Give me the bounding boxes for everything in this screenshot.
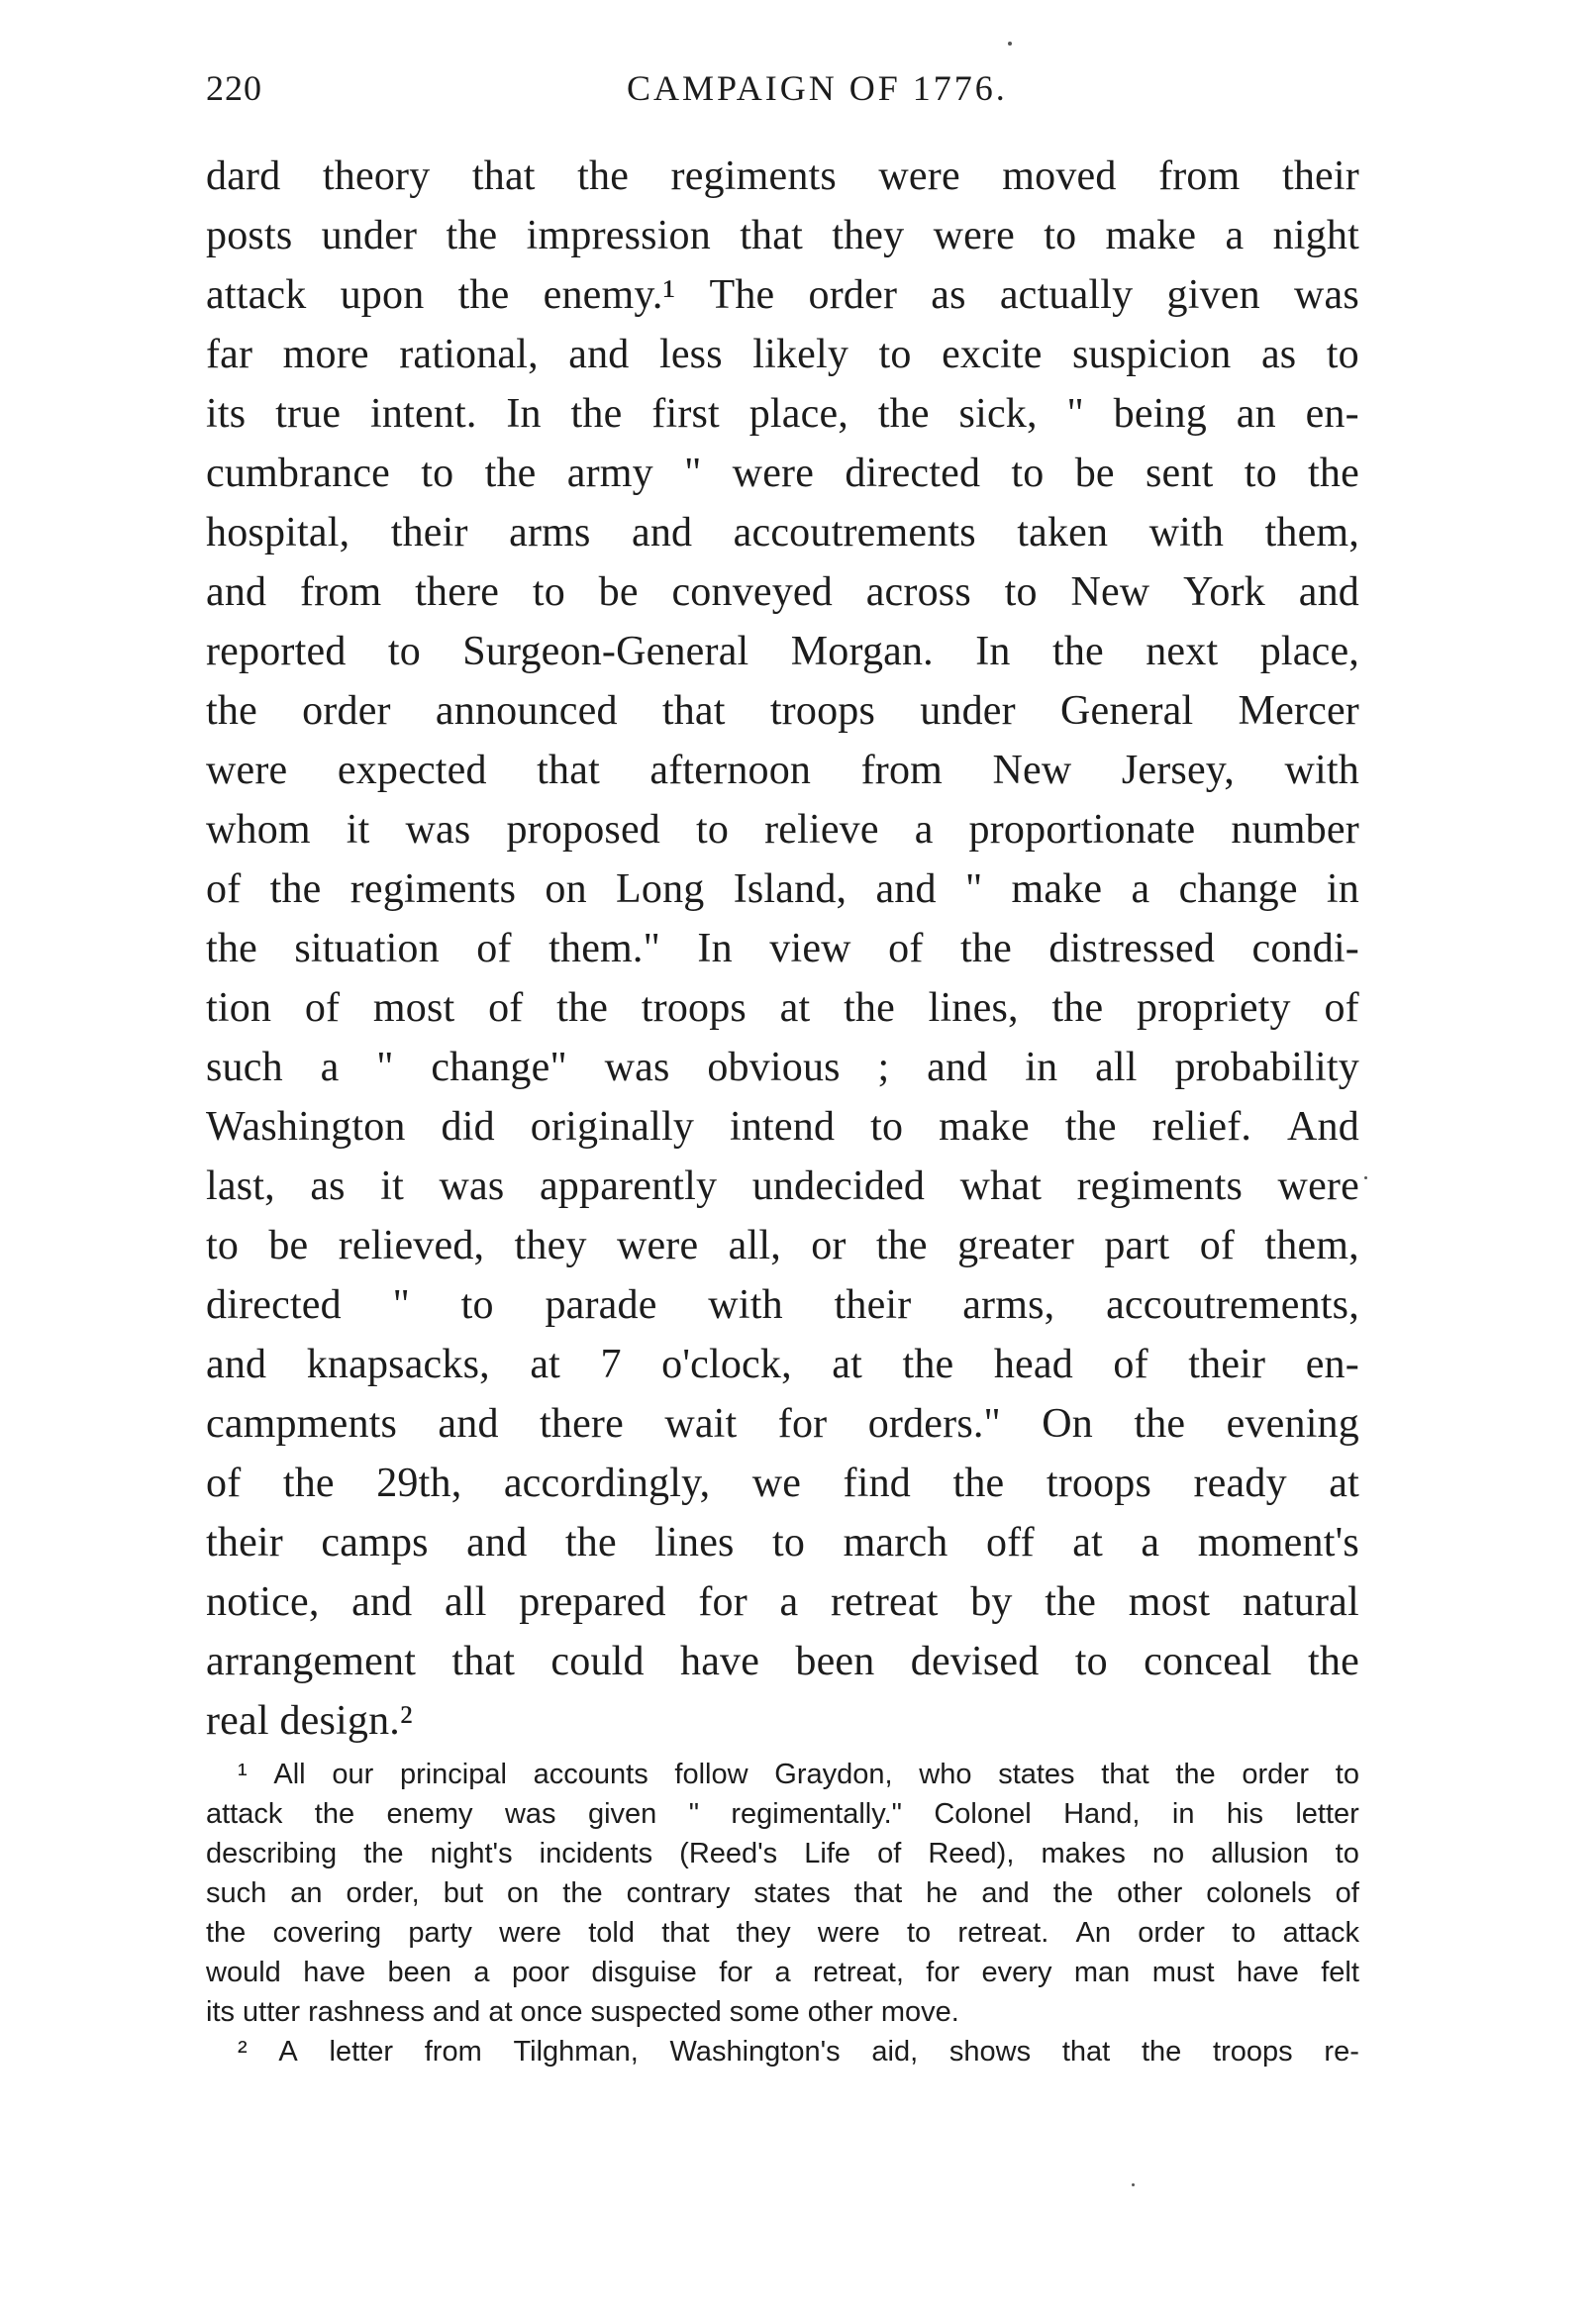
print-speck <box>1132 2183 1135 2186</box>
body-line: its true intent. In the first place, the sick, " being an en- <box>206 391 1359 437</box>
body-line: campments and there wait for orders." On the evening <box>206 1401 1359 1447</box>
running-head <box>206 61 1359 121</box>
body-line: to be relieved, they were all, or the greater part of them, <box>206 1223 1359 1268</box>
body-line: far more rational, and less likely to excite suspicion as to <box>206 332 1359 377</box>
running-title: CAMPAIGN OF 1776. <box>627 68 1008 108</box>
body-line: the order announced that troops under General Mercer <box>206 688 1359 734</box>
print-speck <box>1364 1176 1367 1179</box>
body-line: hospital, their arms and accoutrements taken with them, <box>206 510 1359 555</box>
body-line: and from there to be conveyed across to New York and <box>206 569 1359 615</box>
body-line: dard theory that the regiments were moved from their <box>206 153 1359 199</box>
footnote-line: such an order, but on the contrary states that he and the other colonels of <box>206 1877 1359 1909</box>
body-line: such a " change" was obvious ; and in all probability <box>206 1045 1359 1090</box>
body-text <box>206 147 1359 1751</box>
footnote-line: ² A letter from Tilghman, Washington's aid, shows that the troops re- <box>238 2036 1359 2068</box>
body-line: of the regiments on Long Island, and " make a change in <box>206 866 1359 912</box>
print-speck <box>1008 42 1012 46</box>
body-line: the situation of them." In view of the distressed condi- <box>206 926 1359 971</box>
body-line: tion of most of the troops at the lines, the propriety of <box>206 985 1359 1031</box>
footnote-line: the covering party were told that they were to retreat. An order to attack <box>206 1917 1359 1949</box>
page-number: 220 <box>206 68 262 108</box>
footnote-line: its utter rashness and at once suspected some other move. <box>206 1996 959 2028</box>
body-line: whom it was proposed to relieve a proportionate number <box>206 807 1359 853</box>
body-line: last, as it was apparently undecided what regiments were <box>206 1163 1359 1209</box>
body-line: real design.² <box>206 1698 413 1744</box>
body-line: Washington did originally intend to make the relief. And <box>206 1104 1359 1150</box>
body-line: their camps and the lines to march off at a moment's <box>206 1520 1359 1565</box>
footnote-line: describing the night's incidents (Reed's Life of Reed), makes no allusion to <box>206 1838 1359 1869</box>
body-line: of the 29th, accordingly, we find the troops ready at <box>206 1461 1359 1506</box>
footnote-line: ¹ All our principal accounts follow Graydon, who states that the order to <box>238 1759 1359 1790</box>
body-line: cumbrance to the army " were directed to be sent to the <box>206 451 1359 496</box>
footnote-line: attack the enemy was given " regimentally." Colonel Hand, in his letter <box>206 1798 1359 1830</box>
footnotes <box>206 1755 1359 2071</box>
body-line: arrangement that could have been devised to conceal the <box>206 1639 1359 1684</box>
footnote-line: would have been a poor disguise for a retreat, for every man must have felt <box>206 1957 1359 1988</box>
body-line: were expected that afternoon from New Jersey, with <box>206 748 1359 793</box>
body-line: posts under the impression that they were to make a night <box>206 213 1359 258</box>
body-line: notice, and all prepared for a retreat by the most natural <box>206 1579 1359 1625</box>
body-line: reported to Surgeon-General Morgan. In the next place, <box>206 629 1359 674</box>
body-line: and knapsacks, at 7 o'clock, at the head of their en- <box>206 1342 1359 1387</box>
body-line: directed " to parade with their arms, accoutrements, <box>206 1282 1359 1328</box>
body-line: attack upon the enemy.¹ The order as actually given was <box>206 272 1359 318</box>
